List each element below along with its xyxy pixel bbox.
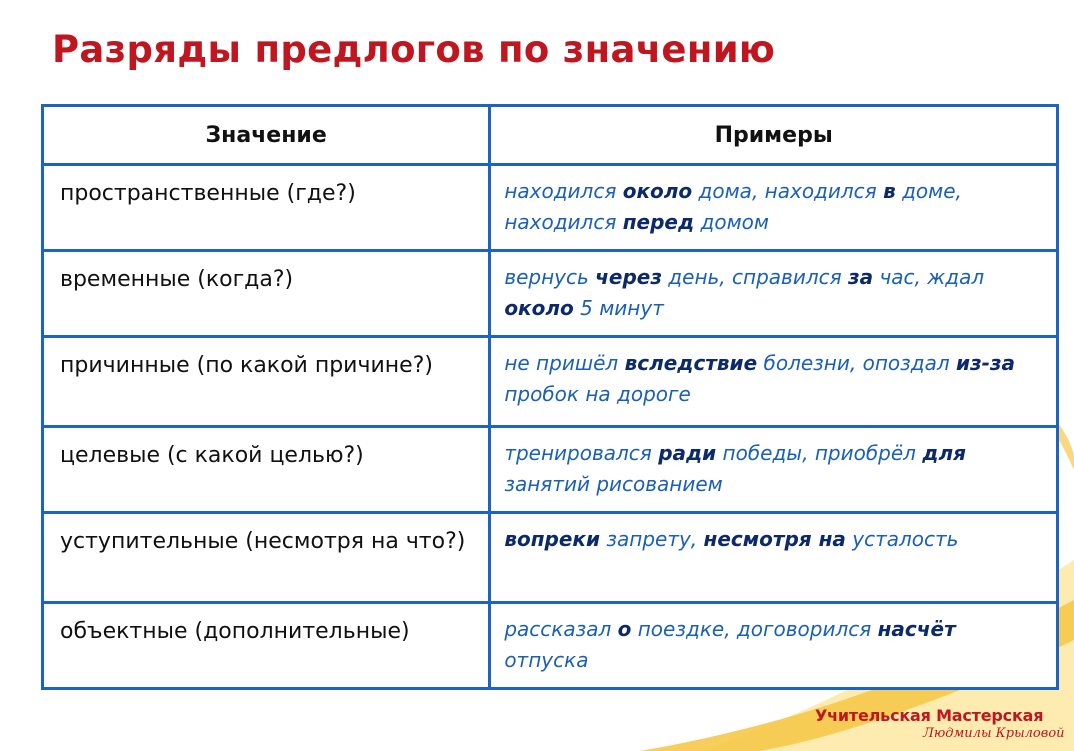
meaning-cell: [43, 603, 490, 689]
preposition-highlight: насчёт: [877, 617, 956, 641]
logo-title: Учительская Мастерская: [815, 706, 1044, 725]
table-row: [43, 427, 1058, 513]
preposition-highlight: перед: [622, 210, 695, 234]
example-fragment: находился: [504, 179, 623, 203]
example-fragment: домом: [694, 210, 769, 234]
prepositions-table: [41, 104, 1059, 690]
preposition-highlight: около: [622, 179, 693, 203]
brand-logo: [815, 706, 1065, 746]
example-fragment: отпуска: [504, 648, 589, 672]
example-fragment: поездке, договорился: [631, 617, 878, 641]
preposition-highlight: в: [883, 179, 896, 203]
example-fragment: запрету,: [600, 527, 704, 551]
example-cell: [490, 513, 1058, 603]
example-fragment: 5 минут: [573, 296, 664, 320]
example-text: [491, 514, 1056, 555]
example-text: [491, 338, 1056, 410]
table-row: [43, 603, 1058, 689]
preposition-highlight: за: [848, 265, 874, 289]
example-fragment: не пришёл: [504, 351, 625, 375]
example-cell: [490, 337, 1058, 427]
example-fragment: тренировался: [504, 441, 659, 465]
meaning-text: уступительные (несмотря на что?): [60, 529, 466, 554]
example-text: [491, 166, 1056, 238]
preposition-highlight: из-за: [956, 351, 1016, 375]
example-cell: [490, 427, 1058, 513]
example-fragment: доме, находился: [504, 179, 962, 234]
example-cell: [490, 251, 1058, 337]
table-header-row: [43, 106, 1058, 165]
meaning-cell: [43, 165, 490, 251]
meaning-cell: [43, 251, 490, 337]
example-text: [491, 252, 1056, 324]
meaning-text: объектные (дополнительные): [60, 619, 410, 644]
example-text: [491, 428, 1056, 500]
example-fragment: пробок на дороге: [504, 382, 691, 406]
preposition-highlight: о: [617, 617, 632, 641]
example-fragment: рассказал: [504, 617, 618, 641]
preposition-highlight: ради: [658, 441, 717, 465]
table-row: [43, 251, 1058, 337]
preposition-highlight: вследствие: [624, 351, 758, 375]
preposition-highlight: для: [922, 441, 966, 465]
preposition-highlight: вопреки: [504, 527, 600, 551]
meaning-text: временные (когда?): [60, 267, 294, 292]
example-fragment: час, ждал: [873, 265, 985, 289]
example-cell: [490, 603, 1058, 689]
header-meaning: Значение: [43, 106, 490, 165]
meaning-cell: [43, 427, 490, 513]
header-examples: Примеры: [490, 106, 1058, 165]
meaning-text: целевые (с какой целью?): [60, 443, 364, 468]
example-fragment: усталость: [845, 527, 959, 551]
page-title: Разряды предлогов по значению: [52, 28, 776, 71]
meaning-cell: [43, 513, 490, 603]
preposition-highlight: около: [504, 296, 574, 320]
example-fragment: день, справился: [661, 265, 848, 289]
preposition-highlight: через: [595, 265, 662, 289]
table-row: [43, 337, 1058, 427]
meaning-text: пространственные (где?): [60, 181, 356, 206]
example-fragment: болезни, опоздал: [757, 351, 956, 375]
example-fragment: занятий рисованием: [504, 472, 723, 496]
example-cell: [490, 165, 1058, 251]
example-fragment: дома, находился: [692, 179, 884, 203]
table-row: [43, 513, 1058, 603]
example-fragment: вернусь: [504, 265, 596, 289]
meaning-cell: [43, 337, 490, 427]
meaning-text: причинные (по какой причине?): [60, 353, 433, 378]
example-fragment: победы, приобрёл: [716, 441, 923, 465]
example-text: [491, 604, 1056, 676]
table-row: [43, 165, 1058, 251]
preposition-highlight: несмотря на: [703, 527, 846, 551]
logo-subtitle: Людмилы Крыловой: [923, 726, 1065, 741]
